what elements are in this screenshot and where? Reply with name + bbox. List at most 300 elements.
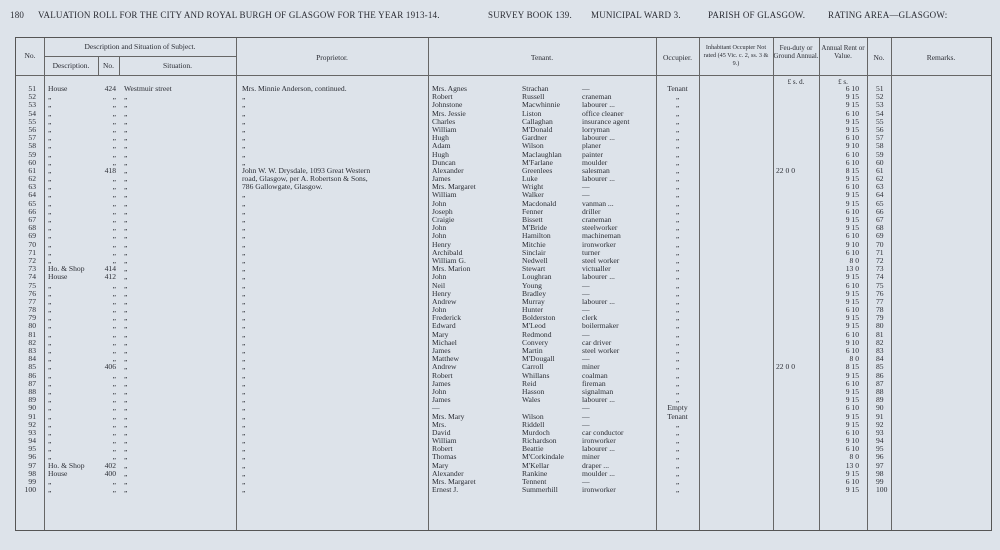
table-row <box>16 257 991 265</box>
row-situation: „ <box>124 255 128 265</box>
row-situation: „ <box>124 436 128 446</box>
row-tenant-last: M'Dougall <box>522 354 555 364</box>
row-number-right: 69 <box>876 231 884 241</box>
row-occupier: „ <box>675 255 680 265</box>
row-proprietor: „ <box>242 411 246 421</box>
row-tenant-first: Robert <box>432 370 453 380</box>
row-number: 88 <box>28 386 36 396</box>
row-occupier: „ <box>675 346 680 355</box>
row-proprietor: „ <box>242 255 246 265</box>
row-rent: 13 0 <box>845 460 859 470</box>
table-row <box>16 224 991 232</box>
row-number-right: 73 <box>876 264 884 274</box>
row-tenant-first: Matthew <box>432 354 459 364</box>
row-description: „ <box>48 436 52 446</box>
row-situation: „ <box>124 485 128 495</box>
row-number-right: 74 <box>876 272 884 282</box>
row-situation: „ <box>124 116 128 126</box>
row-description: „ <box>48 157 52 167</box>
table-row <box>16 347 991 355</box>
row-tenant-first: Charles <box>432 116 456 126</box>
row-occupier: „ <box>675 337 680 347</box>
row-proprietor: „ <box>242 288 246 298</box>
row-tenant-first: Alexander <box>432 468 464 478</box>
row-house-number: 418 <box>104 165 116 175</box>
row-rent: 9 15 <box>845 288 859 298</box>
row-proprietor: „ <box>242 280 246 290</box>
row-number-right: 51 <box>876 84 884 93</box>
row-occupation: labourer ... <box>582 133 615 143</box>
row-occupier: „ <box>675 247 680 257</box>
row-tenant-last: Bolderston <box>522 313 556 323</box>
row-number-right: 68 <box>876 223 884 233</box>
row-description: House <box>48 468 68 478</box>
row-situation: „ <box>124 354 128 364</box>
row-description: „ <box>48 337 52 347</box>
row-occupation: moulder <box>582 157 608 167</box>
row-situation: „ <box>124 231 128 241</box>
row-tenant-first: Michael <box>432 337 457 347</box>
row-number-right: 98 <box>876 468 884 478</box>
row-proprietor: „ <box>242 231 246 241</box>
row-occupier: „ <box>675 157 680 167</box>
row-rent: 6 10 <box>845 305 859 315</box>
row-occupier: „ <box>675 133 680 143</box>
row-number-right: 100 <box>876 485 888 495</box>
row-house-number: 406 <box>104 362 116 372</box>
table-row <box>16 339 991 347</box>
valuation-table <box>15 37 992 531</box>
rent-units: £ s. <box>838 78 848 86</box>
row-situation: „ <box>124 386 128 396</box>
row-rent: 9 15 <box>845 313 859 323</box>
row-number: 83 <box>28 346 36 355</box>
row-description: „ <box>48 100 52 110</box>
row-number-right: 97 <box>876 460 884 470</box>
row-number: 70 <box>28 239 36 249</box>
row-occupation: coalman <box>582 370 608 380</box>
row-number: 95 <box>28 444 36 454</box>
table-row <box>16 372 991 380</box>
row-number: 60 <box>28 157 36 167</box>
row-occupation: salesman <box>582 165 610 175</box>
row-tenant-last: Fenner <box>522 206 544 216</box>
row-tenant-last: Rankine <box>522 468 548 478</box>
row-occupation: miner <box>582 362 600 372</box>
row-tenant-first: William <box>432 190 457 200</box>
row-number: 84 <box>28 354 36 364</box>
row-rent: 8 0 <box>849 255 859 265</box>
row-occupation: driller <box>582 206 601 216</box>
row-proprietor: „ <box>242 329 246 339</box>
row-proprietor: „ <box>242 346 246 355</box>
row-number-right: 96 <box>876 452 884 462</box>
row-number-right: 89 <box>876 395 884 405</box>
row-tenant-last: Carroll <box>522 362 544 372</box>
row-occupation: — <box>582 477 590 486</box>
row-occupation: — <box>582 419 590 429</box>
row-tenant-last: Wilson <box>522 411 544 421</box>
row-occupier: „ <box>675 280 680 290</box>
row-description: „ <box>48 321 52 331</box>
row-description: „ <box>48 354 52 364</box>
row-situation: „ <box>124 165 128 175</box>
row-situation: „ <box>124 215 128 224</box>
row-occupier: „ <box>675 124 680 134</box>
row-number-right: 61 <box>876 165 884 175</box>
row-situation: „ <box>124 313 128 323</box>
table-row <box>16 453 991 461</box>
row-house-number: „ <box>112 313 116 323</box>
row-occupation: labourer ... <box>582 100 615 110</box>
row-occupier: „ <box>675 477 680 486</box>
row-tenant-last: M'Leod <box>522 321 546 331</box>
row-proprietor: „ <box>242 468 246 478</box>
row-number: 56 <box>28 124 36 134</box>
row-occupier: Empty <box>667 403 688 413</box>
row-house-number: 414 <box>104 264 116 274</box>
row-proprietor: „ <box>242 92 246 102</box>
row-tenant-last: Redmond <box>522 329 552 339</box>
row-number: 94 <box>28 436 36 446</box>
page-number: 180 <box>10 10 25 20</box>
table-row <box>16 118 991 126</box>
row-number-right: 55 <box>876 116 884 126</box>
row-occupation: vanman ... <box>582 198 614 208</box>
row-situation: „ <box>124 92 128 102</box>
table-row <box>16 413 991 421</box>
row-description: „ <box>48 313 52 323</box>
table-row <box>16 470 991 478</box>
row-number-right: 94 <box>876 436 884 446</box>
row-tenant-last: Beattie <box>522 444 544 454</box>
row-proprietor: „ <box>242 206 246 216</box>
row-number: 67 <box>28 215 36 224</box>
table-body <box>16 85 991 494</box>
row-tenant-last: Murdoch <box>522 427 550 437</box>
row-description: „ <box>48 477 52 486</box>
row-number: 76 <box>28 288 36 298</box>
row-occupier: „ <box>675 313 680 323</box>
row-house-number: „ <box>112 427 116 437</box>
row-tenant-first: Mary <box>432 460 449 470</box>
row-house-number: „ <box>112 337 116 347</box>
table-row <box>16 93 991 101</box>
row-occupation: — <box>582 190 590 200</box>
row-occupation: — <box>582 280 590 290</box>
row-number: 91 <box>28 411 36 421</box>
row-house-number: „ <box>112 419 116 429</box>
row-proprietor: „ <box>242 313 246 323</box>
row-number: 92 <box>28 419 36 429</box>
row-proprietor: „ <box>242 354 246 364</box>
row-house-number: „ <box>112 403 116 413</box>
row-house-number: „ <box>112 346 116 355</box>
row-description: House <box>48 84 68 93</box>
row-number-right: 76 <box>876 288 884 298</box>
row-description: Ho. & Shop <box>48 264 85 274</box>
row-feu-duty: 22 0 0 <box>776 165 795 175</box>
row-tenant-last: Wilson <box>522 141 544 151</box>
row-rent: 6 10 <box>845 444 859 454</box>
row-number: 69 <box>28 231 36 241</box>
row-house-number: „ <box>112 116 116 126</box>
table-row <box>16 306 991 314</box>
row-occupation: labourer ... <box>582 272 615 282</box>
row-rent: 9 15 <box>845 92 859 102</box>
row-occupier: „ <box>675 264 680 274</box>
table-row <box>16 232 991 240</box>
row-situation: „ <box>124 264 128 274</box>
row-proprietor: „ <box>242 124 246 134</box>
row-rent: 6 10 <box>845 149 859 159</box>
row-number-right: 86 <box>876 370 884 380</box>
row-description: „ <box>48 215 52 224</box>
row-number-right: 65 <box>876 198 884 208</box>
row-number: 99 <box>28 477 36 486</box>
row-number: 72 <box>28 255 36 265</box>
row-house-number: „ <box>112 280 116 290</box>
row-description: „ <box>48 165 52 175</box>
row-rent: 9 15 <box>845 100 859 110</box>
row-situation: „ <box>124 108 128 118</box>
row-proprietor: „ <box>242 386 246 396</box>
row-number-right: 52 <box>876 92 884 102</box>
row-occupation: labourer ... <box>582 395 615 405</box>
row-occupier: „ <box>675 321 680 331</box>
row-number: 97 <box>28 460 36 470</box>
row-rent: 9 15 <box>845 198 859 208</box>
row-number-right: 66 <box>876 206 884 216</box>
row-number: 79 <box>28 313 36 323</box>
row-tenant-first: Mrs. Agnes <box>432 84 468 93</box>
row-house-number: „ <box>112 321 116 331</box>
row-occupier: „ <box>675 468 680 478</box>
row-tenant-first: Mrs. Mary <box>432 411 465 421</box>
row-number: 61 <box>28 165 36 175</box>
row-tenant-last: Luke <box>522 174 538 184</box>
row-situation: „ <box>124 444 128 454</box>
row-house-number: „ <box>112 141 116 151</box>
row-number-right: 77 <box>876 296 884 306</box>
row-number-right: 82 <box>876 337 884 347</box>
row-tenant-last: M'Bride <box>522 223 547 233</box>
row-tenant-last: Sinclair <box>522 247 546 257</box>
row-tenant-first: John <box>432 305 447 315</box>
row-rent: 9 10 <box>845 239 859 249</box>
row-situation: „ <box>124 280 128 290</box>
row-proprietor: „ <box>242 264 246 274</box>
row-proprietor: „ <box>242 321 246 331</box>
row-house-number: „ <box>112 157 116 167</box>
row-rent: 6 10 <box>845 182 859 192</box>
row-number: 78 <box>28 305 36 315</box>
row-number-right: 79 <box>876 313 884 323</box>
row-tenant-first: Joseph <box>432 206 453 216</box>
row-occupation: labourer ... <box>582 296 615 306</box>
table-row <box>16 191 991 199</box>
row-tenant-first: Mrs. <box>432 419 447 429</box>
row-number: 65 <box>28 198 36 208</box>
parish: PARISH OF GLASGOW. <box>708 10 806 20</box>
row-description: „ <box>48 108 52 118</box>
row-occupier: „ <box>675 452 680 462</box>
row-house-number: „ <box>112 485 116 495</box>
row-occupation: victualler <box>582 264 611 274</box>
row-proprietor: „ <box>242 239 246 249</box>
row-proprietor: „ <box>242 337 246 347</box>
table-row <box>16 85 991 93</box>
row-occupier: „ <box>675 215 680 224</box>
table-row <box>16 437 991 445</box>
row-number: 77 <box>28 296 36 306</box>
row-house-number: „ <box>112 215 116 224</box>
row-occupation: steel worker <box>582 346 620 355</box>
table-row <box>16 241 991 249</box>
row-occupier: „ <box>675 100 680 110</box>
row-description: „ <box>48 386 52 396</box>
row-number: 57 <box>28 133 36 143</box>
table-row <box>16 445 991 453</box>
feu-units: £ s. d. <box>787 78 805 86</box>
row-number: 55 <box>28 116 36 126</box>
row-rent: 9 15 <box>845 370 859 380</box>
col-description-header: Description. <box>52 61 90 70</box>
municipal-ward: MUNICIPAL WARD 3. <box>591 10 681 20</box>
row-house-number: „ <box>112 386 116 396</box>
row-number-right: 56 <box>876 124 884 134</box>
row-occupation: labourer ... <box>582 444 615 454</box>
row-occupier: „ <box>675 182 680 192</box>
row-occupier: „ <box>675 395 680 405</box>
row-tenant-last: Richardson <box>522 436 557 446</box>
row-proprietor: „ <box>242 198 246 208</box>
row-tenant-first: James <box>432 174 451 184</box>
row-occupier: „ <box>675 190 680 200</box>
row-situation: „ <box>124 370 128 380</box>
row-proprietor: „ <box>242 403 246 413</box>
row-description: „ <box>48 133 52 143</box>
row-proprietor: „ <box>242 378 246 388</box>
row-number: 68 <box>28 223 36 233</box>
row-tenant-last: Wright <box>522 182 544 192</box>
row-situation: „ <box>124 477 128 486</box>
table-row <box>16 167 991 175</box>
row-description: „ <box>48 305 52 315</box>
table-row <box>16 282 991 290</box>
row-situation: „ <box>124 157 128 167</box>
row-tenant-last: Hunter <box>522 305 544 315</box>
row-tenant-first: John <box>432 231 447 241</box>
row-house-number: „ <box>112 206 116 216</box>
row-occupation: steel worker <box>582 255 620 265</box>
row-number: 64 <box>28 190 36 200</box>
row-tenant-first: Henry <box>432 288 451 298</box>
row-house-number: „ <box>112 255 116 265</box>
col-no2-header: No. <box>873 53 885 62</box>
table-row <box>16 331 991 339</box>
row-proprietor: „ <box>242 485 246 495</box>
row-tenant-last: Nedwell <box>522 255 548 265</box>
row-house-number: „ <box>112 223 116 233</box>
col-rent-header: Annual Rent or Value. <box>821 44 865 60</box>
row-situation: „ <box>124 141 128 151</box>
row-number-right: 63 <box>876 182 884 192</box>
col-remarks-header: Remarks. <box>926 53 956 62</box>
table-row <box>16 151 991 159</box>
row-description: „ <box>48 403 52 413</box>
row-occupation: draper ... <box>582 460 609 470</box>
row-occupier: „ <box>675 288 680 298</box>
row-number-right: 54 <box>876 108 884 118</box>
row-proprietor: „ <box>242 305 246 315</box>
row-tenant-first: Johnstone <box>432 100 463 110</box>
row-tenant-last: Whillans <box>522 370 550 380</box>
row-occupation: painter <box>582 149 604 159</box>
row-house-number: „ <box>112 436 116 446</box>
row-tenant-last: Wales <box>522 395 541 405</box>
row-number-right: 75 <box>876 280 884 290</box>
row-number-right: 81 <box>876 329 884 339</box>
row-situation: „ <box>124 452 128 462</box>
row-number: 51 <box>28 84 36 93</box>
row-rent: 9 15 <box>845 296 859 306</box>
row-occupier: „ <box>675 141 680 151</box>
table-row <box>16 101 991 109</box>
row-occupation: boilermaker <box>582 321 619 331</box>
row-occupation: machineman <box>582 231 621 241</box>
row-number-right: 85 <box>876 362 884 372</box>
roll-title: VALUATION ROLL FOR THE CITY AND ROYAL BURGH OF GLASGOW FOR THE YEAR 1913-14. <box>38 10 440 20</box>
row-situation: „ <box>124 288 128 298</box>
row-house-number: „ <box>112 182 116 192</box>
row-occupation: planer <box>582 141 601 151</box>
row-rent: 8 15 <box>845 165 859 175</box>
row-tenant-first: Duncan <box>432 157 456 167</box>
row-occupation: craneman <box>582 215 612 224</box>
row-description: „ <box>48 206 52 216</box>
row-number-right: 83 <box>876 346 884 355</box>
row-description: „ <box>48 370 52 380</box>
row-tenant-last: Hamilton <box>522 231 551 241</box>
row-occupation: clerk <box>582 313 598 323</box>
row-tenant-first: Ernest J. <box>432 485 459 495</box>
table-row <box>16 388 991 396</box>
row-rent: 6 10 <box>845 108 859 118</box>
row-number: 86 <box>28 370 36 380</box>
row-house-number: „ <box>112 124 116 134</box>
row-tenant-first: Andrew <box>432 296 457 306</box>
row-occupier: „ <box>675 419 680 429</box>
row-number: 75 <box>28 280 36 290</box>
row-occupation: — <box>582 411 590 421</box>
row-house-number: „ <box>112 452 116 462</box>
row-description: Ho. & Shop <box>48 460 85 470</box>
row-tenant-last: Callaghan <box>522 116 553 126</box>
row-description: „ <box>48 452 52 462</box>
row-occupier: „ <box>675 444 680 454</box>
row-rent: 6 10 <box>845 231 859 241</box>
row-tenant-first: William <box>432 436 457 446</box>
row-tenant-last: Tennent <box>522 477 547 486</box>
row-description: „ <box>48 280 52 290</box>
row-house-number: „ <box>112 133 116 143</box>
row-description: „ <box>48 92 52 102</box>
row-situation: „ <box>124 247 128 257</box>
row-tenant-first: John <box>432 198 447 208</box>
table-row <box>16 380 991 388</box>
col-situation-header: Situation. <box>163 61 192 70</box>
